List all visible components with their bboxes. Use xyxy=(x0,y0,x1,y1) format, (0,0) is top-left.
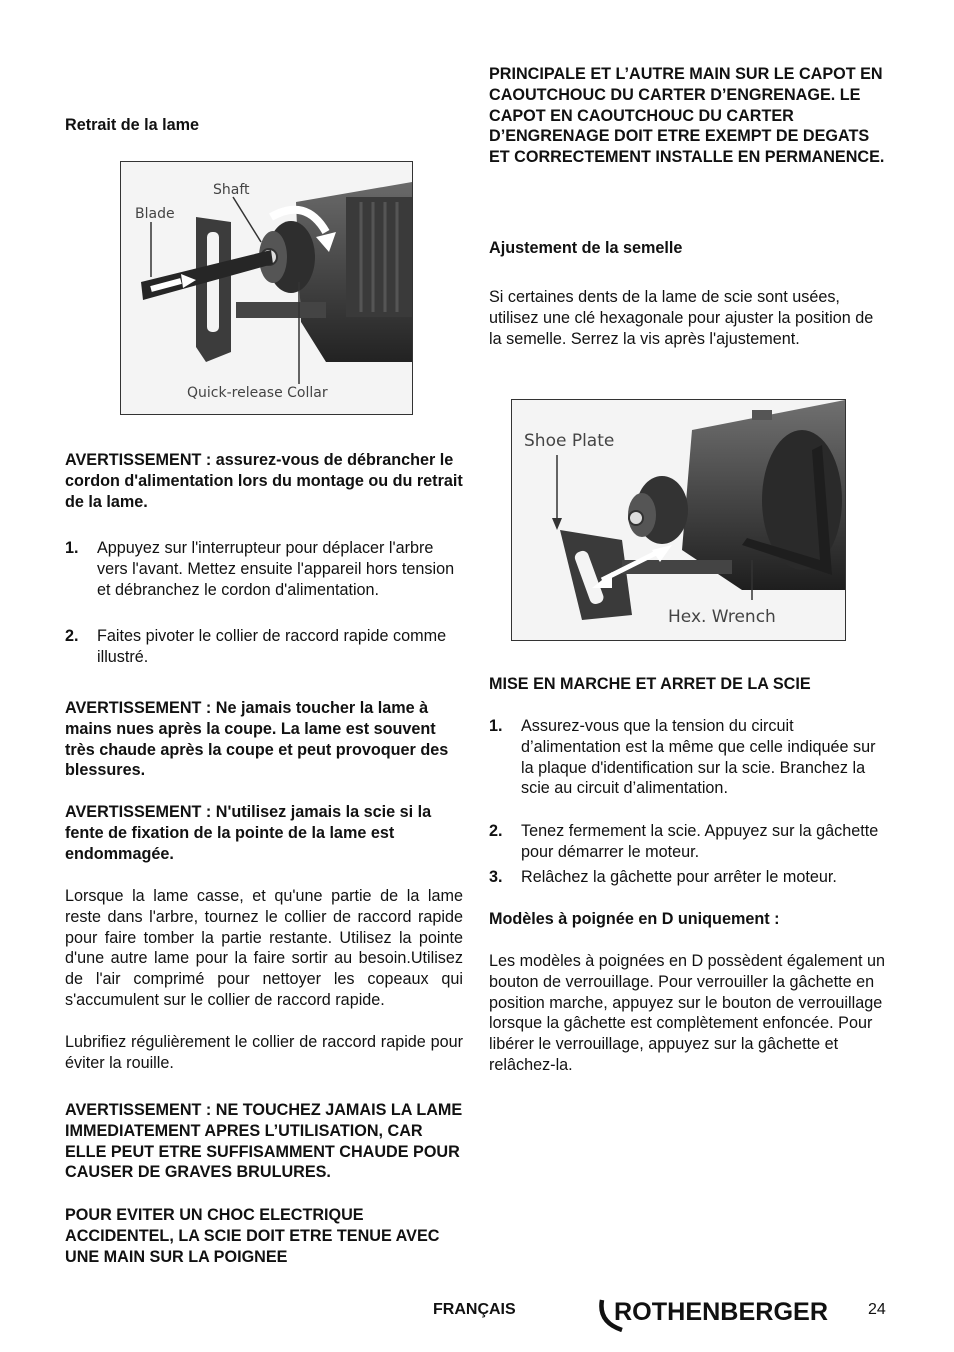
list-number: 1. xyxy=(65,539,79,557)
list-item xyxy=(489,821,889,863)
logo-text: ROTHENBERGER xyxy=(614,1298,828,1326)
warning-unplug: AVERTISSEMENT : assurez-vous de débrancher le cordon d'alimentation lors du montage ou du retrait de la lame. xyxy=(65,451,463,511)
list-text: Appuyez sur l'interrupteur pour déplacer l'arbre vers l'avant. Mettez ensuite l'appareil hors tension et débranchez le cordon d'alimentation. xyxy=(97,539,455,599)
warning-electric-shock: POUR EVITER UN CHOC ELECTRIQUE ACCIDENTEL, LA SCIE DOIT ETRE TENUE AVEC UNE MAIN SUR LA POIGNEE xyxy=(65,1206,440,1266)
list-text: Assurez-vous que la tension du circuit d’alimentation est la même que celle indiquée sur la plaque d'identification sur la scie. Branchez la scie au circuit d’alimentation. xyxy=(521,717,876,798)
list-item xyxy=(65,626,463,668)
warning-damaged-slot: AVERTISSEMENT : N'utilisez jamais la scie si la fente de fixation de la pointe de la lame est endommagée. xyxy=(65,803,432,863)
list-text: Faites pivoter le collier de raccord rapide comme illustré. xyxy=(97,627,447,666)
figure-shoe-plate xyxy=(511,399,846,641)
warning-hot-blade: AVERTISSEMENT : Ne jamais toucher la lame à mains nues après la coupe. La lame est souvent très chaude après la coupe et peut provoquer des blessures. xyxy=(65,699,449,780)
figure-blade-removal xyxy=(120,161,413,415)
label-quick-release-collar: Quick-release Collar xyxy=(187,385,328,401)
list-text: Tenez fermement la scie. Appuyez sur la gâchette pour démarrer le moteur. xyxy=(521,822,879,861)
warning-electric-shock-continued: PRINCIPALE ET L’AUTRE MAIN SUR LE CAPOT EN CAOUTCHOUC DU CARTER D’ENGRENAGE. LE CAPOT EN CAOUTCHOUC DU CARTER D’ENGRENAGE DOIT ETRE EXEMPT DE DEGATS ET CORRECTEMENT INSTALLE EN PERMANENCE. xyxy=(489,65,885,167)
list-item xyxy=(489,716,889,821)
list-item xyxy=(489,867,889,888)
rothenberger-logo xyxy=(596,1292,832,1332)
paragraph-broken-blade: Lorsque la lame casse, et qu'une partie de la lame reste dans l'arbre, tournez le collier de raccord rapide pour faire tomber la partie restante. Utilisez la pointe d'une autre lame pour la faire sortir au besoin.Utilisez de l'air comprimé pour nettoyer les copeaux qui s'accumulent sur le collier de raccord rapide. xyxy=(65,887,463,1009)
list-number: 2. xyxy=(65,627,79,645)
label-blade: Blade xyxy=(135,206,175,222)
shoe-plate-illustration xyxy=(512,400,845,640)
heading-d-handle: Modèles à poignée en D uniquement : xyxy=(489,910,780,928)
list-text: Relâchez la gâchette pour arrêter le moteur. xyxy=(521,868,837,886)
heading-on-off: MISE EN MARCHE ET ARRET DE LA SCIE xyxy=(489,675,811,693)
heading-blade-removal: Retrait de la lame xyxy=(65,116,200,134)
label-shoe-plate: Shoe Plate xyxy=(524,431,615,451)
label-hex-wrench: Hex. Wrench xyxy=(668,607,776,627)
list-number: 1. xyxy=(489,717,503,735)
paragraph-d-handle: Les modèles à poignées en D possèdent également un bouton de verrouillage. Pour verrouiller la gâchette en position marche, appuyez sur le bouton de verrouillage lorsque la gâchette est complètement enfoncée. Pour libérer le verrouillage, appuyez sur la gâchette et relâchez-la. xyxy=(489,952,885,1074)
list-number: 3. xyxy=(489,868,503,886)
paragraph-lubricate: Lubrifiez régulièrement le collier de raccord rapide pour éviter la rouille. xyxy=(65,1033,463,1072)
heading-shoe-adjustment: Ajustement de la semelle xyxy=(489,239,683,257)
warning-burns: AVERTISSEMENT : NE TOUCHEZ JAMAIS LA LAME IMMEDIATEMENT APRES L’UTILISATION, CAR ELLE PEUT ETRE SUFFISAMMENT CHAUDE POUR CAUSER DE GRAVES BRULURES. xyxy=(65,1101,463,1182)
list-number: 2. xyxy=(489,822,503,840)
page-number: 24 xyxy=(868,1301,886,1318)
paragraph-shoe-adjustment: Si certaines dents de la lame de scie sont usées, utilisez une clé hexagonale pour ajuster la position de la semelle. Serrez la vis après l'ajustement. xyxy=(489,288,874,348)
blade-removal-illustration xyxy=(121,162,412,414)
footer-language: FRANÇAIS xyxy=(433,1301,516,1318)
label-shaft: Shaft xyxy=(213,182,250,198)
list-item xyxy=(65,538,463,622)
